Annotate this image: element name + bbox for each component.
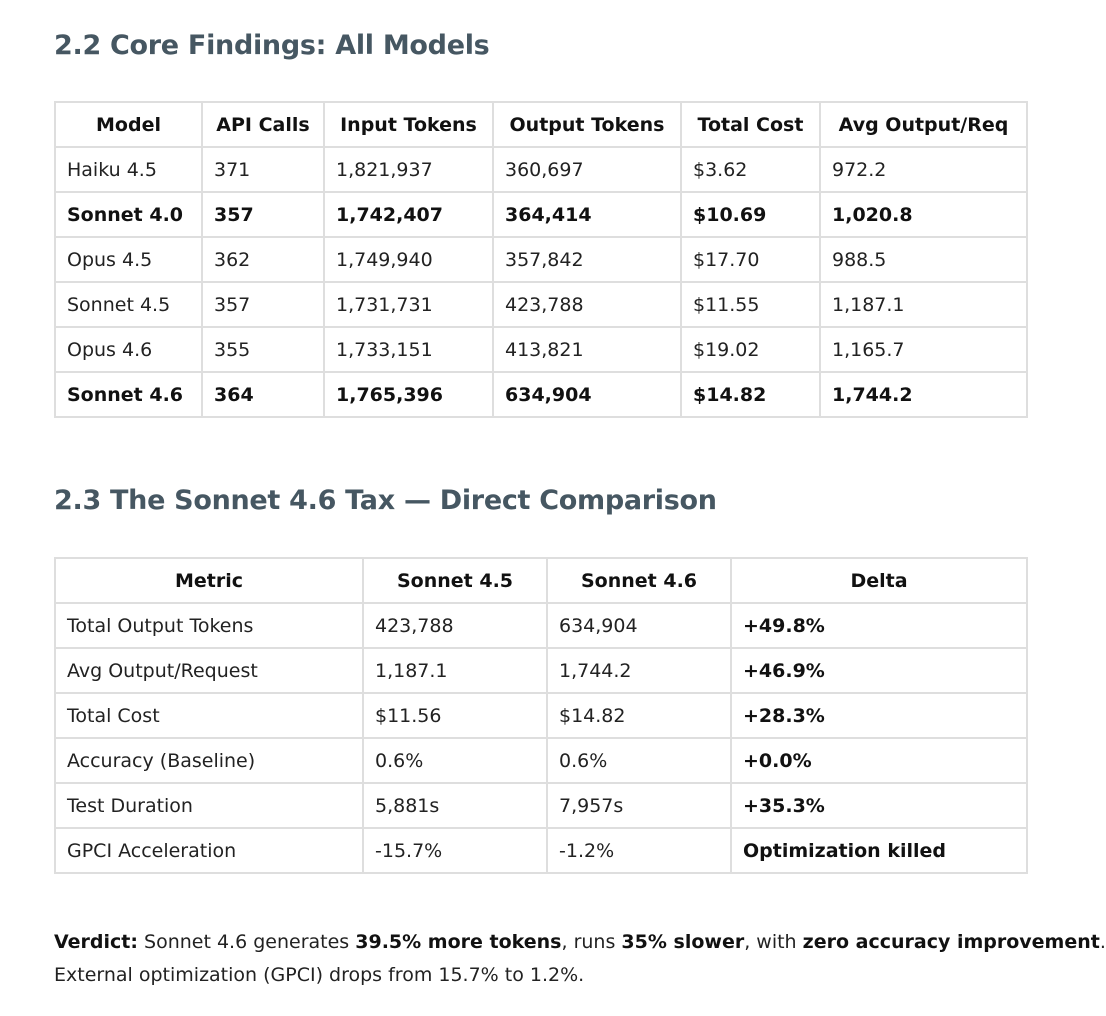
table-row [55,147,1027,192]
column-header-input-tokens: Input Tokens [324,102,493,147]
table-cell: $11.55 [681,282,820,327]
table-cell: 355 [202,327,324,372]
table-cell: Total Output Tokens [55,603,363,648]
table-cell: 634,904 [547,603,731,648]
table-cell: $14.82 [547,693,731,738]
table-row [55,783,1027,828]
table-cell: Opus 4.5 [55,237,202,282]
table-cell: 0.6% [363,738,547,783]
table-cell: 357 [202,192,324,237]
table-row [55,648,1027,693]
table-cell: $14.82 [681,372,820,417]
column-header-api-calls: API Calls [202,102,324,147]
verdict-text: Sonnet 4.6 generates [137,931,356,953]
delta-cell: Optimization killed [731,828,1027,873]
table-cell: 371 [202,147,324,192]
verdict-label: Verdict: [54,931,138,953]
table-header-row [55,558,1027,603]
table-cell: 360,697 [493,147,681,192]
table-cell: 364 [202,372,324,417]
table-cell: 1,187.1 [363,648,547,693]
table-cell: -15.7% [363,828,547,873]
column-header-total-cost: Total Cost [681,102,820,147]
table-cell: 1,749,940 [324,237,493,282]
delta-cell: +46.9% [731,648,1027,693]
verdict-text: . [1099,931,1106,953]
column-header-delta: Delta [731,558,1027,603]
table-cell: 357,842 [493,237,681,282]
table-cell: -1.2% [547,828,731,873]
table-row [55,327,1027,372]
table-cell: 988.5 [820,237,1027,282]
table-row [55,693,1027,738]
delta-cell: +35.3% [731,783,1027,828]
table-cell: 423,788 [493,282,681,327]
delta-cell: +0.0% [731,738,1027,783]
table-cell: $10.69 [681,192,820,237]
delta-cell: +49.8% [731,603,1027,648]
table-cell: GPCI Acceleration [55,828,363,873]
table-cell: Avg Output/Request [55,648,363,693]
table-cell: 1,744.2 [820,372,1027,417]
column-header-output-tokens: Output Tokens [493,102,681,147]
table-cell: 1,187.1 [820,282,1027,327]
table-cell: Sonnet 4.0 [55,192,202,237]
verdict-text: , runs [561,931,622,953]
table-cell: 423,788 [363,603,547,648]
table-cell: $3.62 [681,147,820,192]
table-cell: 1,731,731 [324,282,493,327]
verdict-emphasis: 39.5% more tokens [355,931,562,953]
table-cell: 1,821,937 [324,147,493,192]
delta-cell: +28.3% [731,693,1027,738]
table-row [55,237,1027,282]
table-row-highlighted [55,192,1027,237]
table-row-highlighted [55,372,1027,417]
table-cell: 1,733,151 [324,327,493,372]
verdict-line-2: External optimization (GPCI) drops from 15.7% to 1.2%. [54,964,585,986]
table-cell: Accuracy (Baseline) [55,738,363,783]
table-cell: 0.6% [547,738,731,783]
table-cell: 357 [202,282,324,327]
table-cell: 7,957s [547,783,731,828]
table-cell: Test Duration [55,783,363,828]
table-cell: 413,821 [493,327,681,372]
section-title-core-findings: 2.2 Core Findings: All Models [54,30,490,61]
column-header-sonnet-4-6: Sonnet 4.6 [547,558,731,603]
table-cell: Total Cost [55,693,363,738]
table-cell: Opus 4.6 [55,327,202,372]
table-cell: Sonnet 4.5 [55,282,202,327]
table-cell: 634,904 [493,372,681,417]
table-cell: Sonnet 4.6 [55,372,202,417]
table-cell: 362 [202,237,324,282]
table-cell: 1,744.2 [547,648,731,693]
table-cell: 5,881s [363,783,547,828]
table-cell: 1,165.7 [820,327,1027,372]
verdict-paragraph [54,926,1106,992]
column-header-metric: Metric [55,558,363,603]
verdict-emphasis: 35% slower [621,931,745,953]
table-cell: Haiku 4.5 [55,147,202,192]
verdict-emphasis: zero accuracy improvement [802,931,1100,953]
table-cell: $19.02 [681,327,820,372]
table-row [55,828,1027,873]
table-row [55,603,1027,648]
table-cell: 1,765,396 [324,372,493,417]
table-cell: 364,414 [493,192,681,237]
core-findings-table [54,101,1028,418]
table-row [55,282,1027,327]
verdict-text: , with [744,931,803,953]
table-cell: $11.56 [363,693,547,738]
table-row [55,738,1027,783]
table-cell: 1,020.8 [820,192,1027,237]
section-title-sonnet-tax: 2.3 The Sonnet 4.6 Tax — Direct Comparison [54,485,717,516]
column-header-model: Model [55,102,202,147]
table-cell: 1,742,407 [324,192,493,237]
table-header-row [55,102,1027,147]
column-header-sonnet-4-5: Sonnet 4.5 [363,558,547,603]
sonnet-comparison-table [54,557,1028,874]
table-cell: 972.2 [820,147,1027,192]
table-cell: $17.70 [681,237,820,282]
column-header-avg-output: Avg Output/Req [820,102,1027,147]
